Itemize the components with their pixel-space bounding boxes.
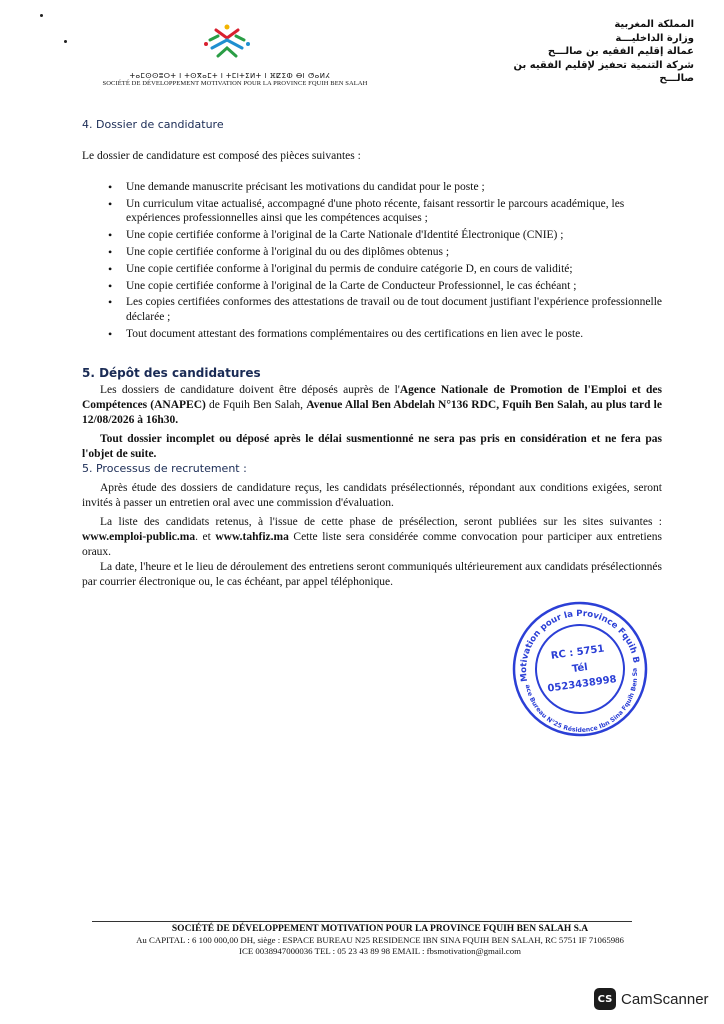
site-tahfiz: www.tahfiz.ma	[215, 531, 289, 543]
depot-paragraph	[82, 383, 662, 428]
section-title-dossier: 4. Dossier de candidature	[82, 118, 224, 131]
camscanner-watermark	[594, 988, 709, 1010]
site-emploi-public: www.emploi-public.ma	[82, 531, 196, 543]
company-stamp	[510, 600, 650, 738]
depot-text: de Fquih Ben Salah,	[205, 399, 307, 411]
section-intro: Le dossier de candidature est composé des pièces suivantes :	[82, 150, 361, 162]
scan-speck	[40, 14, 43, 17]
list-item: • Une demande manuscrite précisant les motivations du candidat pour le poste ;	[108, 180, 668, 195]
footer-company: SOCIÉTÉ DE DÉVELOPPEMENT MOTIVATION POUR LA PROVINCE FQUIH BEN SALAH S.A	[171, 924, 589, 934]
documents-list	[108, 180, 668, 343]
section-title-recrutement: 5. Processus de recrutement :	[82, 462, 247, 475]
arabic-province: عمالة إقليم الفقيه بن صالـــح	[547, 46, 694, 57]
list-item: • Une copie certifiée conforme à l'original du ou des diplômes obtenus ;	[108, 245, 668, 260]
publication-text: La liste des candidats retenus, à l'issue de cette phase de présélection, seront publiées sur les sites suivantes :	[100, 516, 662, 528]
stamp-tel: 0523438998	[546, 674, 618, 695]
list-item: • Une copie certifiée conforme à l'original de la Carte de Conducteur Professionnel, le cas échéant ;	[108, 279, 668, 294]
agency-address-deadline: Avenue Allal Ben Abdelah N°136 RDC, Fquih Ben Salah, au plus tard le 12/08/2026 à 16h30.	[82, 399, 662, 426]
arabic-company: شركة التنمية تحفيز لإقليم الفقيه بن	[513, 59, 694, 71]
deadline-warning: Tout dossier incomplet ou déposé après le délai susmentionné ne sera pas pris en considération et ne fera pas l'objet de suite.	[82, 433, 662, 460]
publication-paragraph	[82, 515, 662, 560]
footer	[80, 924, 680, 958]
stamp-ring-top: Motivation pour la Province Fquih Ben	[519, 608, 641, 683]
footer-capital-address: Au CAPITAL : 6 100 000,00 DH, siège : ESPACE BUREAU N25 RESIDENCE IBN SINA FQUIH BEN SALAH, RC 5751 IF 71065986	[136, 935, 624, 946]
arabic-kingdom: المملكة المغربية	[614, 19, 694, 30]
section-title-depot: 5. Dépôt des candidatures	[82, 366, 261, 380]
stamp-rc: RC : 5751	[550, 643, 606, 662]
company-name-header: SOCIÉTÉ DE DÉVELOPPEMENT MOTIVATION POUR LA PROVINCE FQUIH BEN SALAH	[102, 80, 368, 87]
list-item: • Une copie certifiée conforme à l'original du permis de conduire catégorie D, en cours de validité;	[108, 262, 668, 277]
footer-contact: ICE 0038947000036 TEL : 05 23 43 89 98 EMAIL : fbsmotivation@gmail.com	[239, 946, 521, 957]
recrutement-paragraph: Après étude des dossiers de candidature reçus, les candidats présélectionnés, répondant aux conditions exigées, seront invités à passer un entretien oral avec une commission d'évaluation.	[82, 482, 662, 509]
stamp-tel-label: Tél	[571, 661, 589, 676]
arabic-company-cont: صالـــح	[659, 73, 694, 84]
list-item: • Une copie certifiée conforme à l'original de la Carte Nationale d'Identité Électronique (CNIE) ;	[108, 228, 668, 243]
camscanner-label: CamScanner	[621, 990, 709, 1008]
scan-speck	[64, 40, 67, 43]
arabic-ministry: وزارة الداخليـــة	[615, 32, 694, 44]
list-item: • Un curriculum vitae actualisé, accompagné d'une photo récente, faisant ressortir le parcours académique, les expériences professionnelles ainsi que les compétences acquises ;	[108, 197, 668, 226]
camscanner-logo-icon: CS	[594, 988, 616, 1010]
depot-text: Les dossiers de candidature doivent être déposés auprès de l'	[100, 384, 400, 396]
footer-divider	[92, 921, 632, 922]
agency-name: Agence Nationale de Promotion de l'Emploi et des Compétences (ANAPEC)	[82, 384, 663, 411]
arabic-header	[484, 18, 694, 86]
publication-text: Cette liste sera considérée comme convocation pour participer aux entretiens oraux.	[82, 531, 662, 558]
list-item: • Les copies certifiées conformes des attestations de travail ou de tout document justifiant l'expérience professionnelle déclarée ;	[108, 295, 668, 324]
interview-paragraph: La date, l'heure et le lieu de déroulement des entretiens seront communiqués ultérieurement aux candidats présélectionnés par courrier électronique ou, le cas échéant, par appel téléphonique.	[82, 561, 662, 588]
publication-text: . et	[195, 531, 216, 543]
tifinagh-company-name: ⵜⴰⵎⵙⵙⵓⵔⵜ ⵏ ⵜⵙⴳⴰⵎⵜ ⵏ ⵜⵎⵏⵜⵉⵍⵜ ⵏ ⴼⵇⵉⵀ ⴱⵏ ⵚⴰⵍⵃ	[129, 72, 331, 80]
list-item: • Tout document attestant des formations complémentaires ou des certifications en lien avec le poste.	[108, 327, 668, 342]
stamp-ring-bottom: Espace Bureau N°25 Résidence Ibn Sina Fquih Ben Salah	[523, 667, 640, 734]
company-logo-icon	[198, 22, 256, 62]
